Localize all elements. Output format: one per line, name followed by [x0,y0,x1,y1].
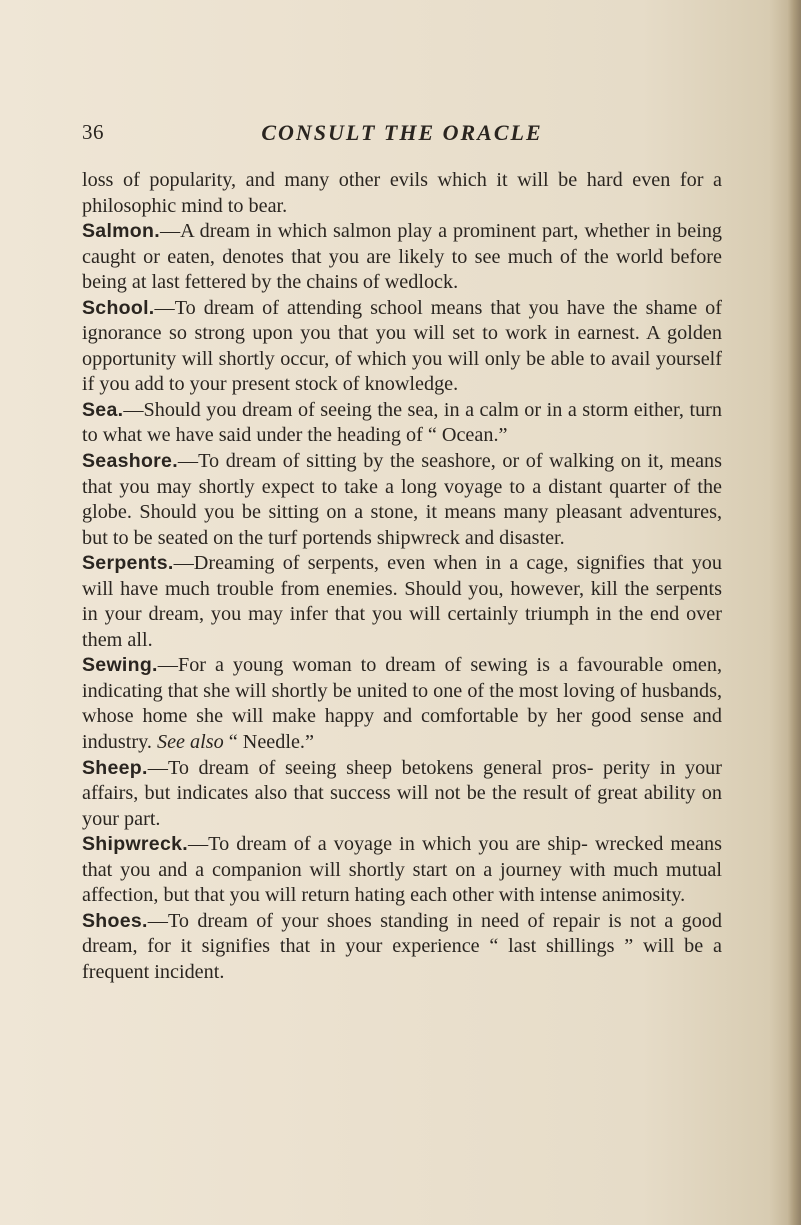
paragraph-text: loss of popularity, and many other evils which it will be hard even for a philosophic mind to bear. [82,169,722,217]
body-text [82,168,722,986]
paragraph [82,168,722,219]
entry-text: —For a young woman to dream of sewing is a favourable omen, indicating that she will shortly be united to one of the most loving of husbands, whose home she will make happy and comfortable by her good sense and industry. [82,654,722,754]
entry-text: —Dreaming of serpents, even when in a cage, signifies that you will have much trouble from enemies. Should you, however, kill the serpents in your dream, you may infer that you will certainly triumph in the end over them all. [82,552,722,651]
page-header [82,120,722,150]
entry-text: —To dream of attending school means that you have the shame of ignorance so strong upon you that you will set to work in earnest. A golden opportunity will shortly occur, of which you will only be able to avail yourself if you add to your present stock of knowledge. [82,296,722,396]
entry-school [82,296,722,398]
entry-heading: Shipwreck. [82,833,188,856]
see-also-label: See also [156,731,224,754]
see-also-reference: “ Needle.” [223,731,314,754]
entry-shoes [82,909,722,986]
entry-heading: Serpents. [82,552,174,575]
entry-heading: Sheep. [82,756,148,779]
entry-heading: Salmon. [82,220,160,243]
entry-serpents [82,551,722,653]
entry-text: —To dream of seeing sheep betokens general pros- perity in your affairs, but indicates also that success will not be the result of great ability on your part. [82,756,722,830]
entry-text: —Should you dream of seeing the sea, in a calm or in a storm either, turn to what we have said under the heading of “ Ocean.” [82,398,722,447]
entry-heading: Sea. [82,398,124,421]
entry-text: —To dream of your shoes standing in need of repair is not a good dream, for it signifies that in your experience “ last shillings ” will be a frequent incident. [82,909,722,983]
entry-salmon [82,219,722,296]
page-number: 36 [82,120,104,144]
page-edge-shadow [787,0,801,1225]
entry-sewing [82,653,722,755]
entry-text: —To dream of a voyage in which you are ship- wrecked means that you and a companion will shortly start on a journey with much mutual affection, but that you will return hating each other with intense animosity. [82,833,722,907]
entry-heading: Shoes. [82,909,148,932]
entry-heading: Seashore. [82,450,178,473]
entry-sea [82,398,722,449]
entry-seashore [82,449,722,551]
running-title: CONSULT THE ORACLE [261,120,543,145]
entry-shipwreck [82,832,722,909]
entry-heading: Sewing. [82,654,158,677]
entry-text: —To dream of sitting by the seashore, or of walking on it, means that you may shortly expect to take a long voyage to a distant quarter of the globe. Should you be sitting on a stone, it means many pleasant adventures, but to be seated on the turf portends shipwreck and disaster. [82,450,722,549]
entry-heading: School. [82,296,155,319]
entry-sheep [82,756,722,833]
entry-text: —A dream in which salmon play a prominent part, whether in being caught or eaten, denotes that you are likely to see much of the world before being at last fettered by the chains of wedlock. [82,220,722,294]
